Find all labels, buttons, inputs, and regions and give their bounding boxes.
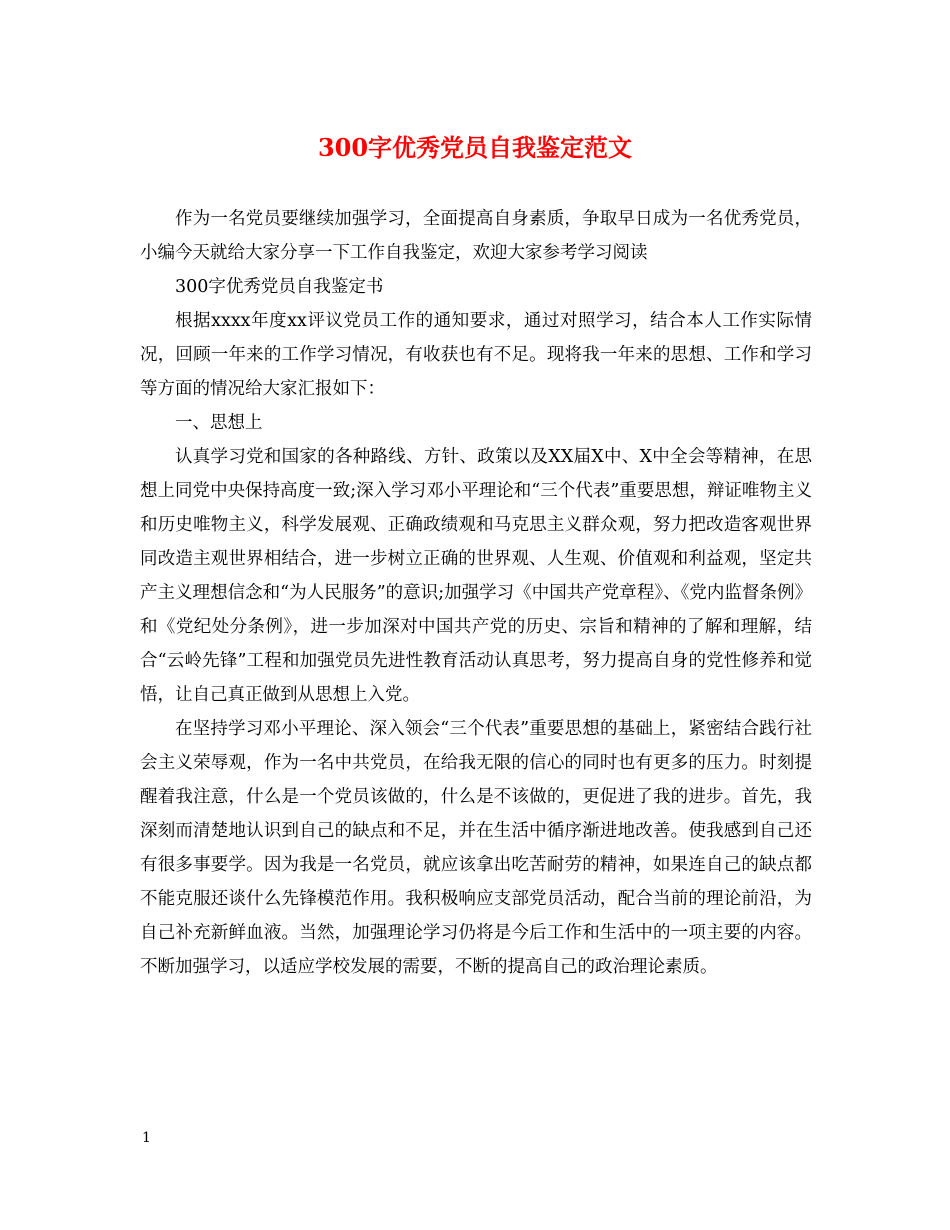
document-title: 300字优秀党员自我鉴定范文: [317, 133, 633, 162]
intro-paragraph: 作为一名党员要继续加强学习，全面提高自身素质，争取早日成为一名优秀党员，小编今天就给大家分享一下工作自我鉴定，欢迎大家参考学习阅读: [140, 209, 812, 263]
body-paragraph: 认真学习党和国家的各种路线、方针、政策以及XX届X中、X中全会等精神，在思想上同党中央保持高度一致;深入学习邓小平理论和“三个代表”重要思想，辩证唯物主义和历史唯物主义，科学发展观、正确政绩观和马克思主义群众观，努力把改造客观世界同改造主观世界相结合，进一步树立正确的世界观、人生观、价值观和利益观，坚定共产主义理想信念和“为人民服务”的意识;加强学习《中国共产党章程》、《党内监督条例》和《党纪处分条例》，进一步加深对中国共产党的历史、宗旨和精神的了解和理解，结合“云岭先锋”工程和加强党员先进性教育活动认真思考，努力提高自身的党性修养和觉悟，让自己真正做到从思想上入党。: [140, 447, 812, 705]
section-heading: 300字优秀党员自我鉴定书: [175, 277, 384, 297]
document-body: [140, 202, 812, 984]
body-paragraph: 在坚持学习邓小平理论、深入领会“三个代表”重要思想的基础上，紧密结合践行社会主义荣辱观，作为一名中共党员，在给我无限的信心的同时也有更多的压力。时刻提醒着我注意，什么是一个党员该做的，什么是不该做的，更促进了我的进步。首先，我深刻而清楚地认识到自己的缺点和不足，并在生活中循序渐进地改善。使我感到自己还有很多事要学。因为我是一名党员，就应该拿出吃苦耐劳的精神，如果连自己的缺点都不能克服还谈什么先锋模范作用。我积极响应支部党员活动，配合当前的理论前沿，为自己补充新鲜血液。当然，加强理论学习仍将是今后工作和生活中的一项主要的内容。不断加强学习，以适应学校发展的需要，不断的提高自己的政治理论素质。: [140, 719, 812, 977]
subsection-heading: 一、思想上: [175, 413, 263, 433]
page-number: 1: [142, 1130, 151, 1146]
body-paragraph: 根据xxxx年度xx评议党员工作的通知要求，通过对照学习，结合本人工作实际情况，回顾一年来的工作学习情况，有收获也有不足。现将我一年来的思想、工作和学习等方面的情况给大家汇报如下：: [140, 311, 812, 399]
